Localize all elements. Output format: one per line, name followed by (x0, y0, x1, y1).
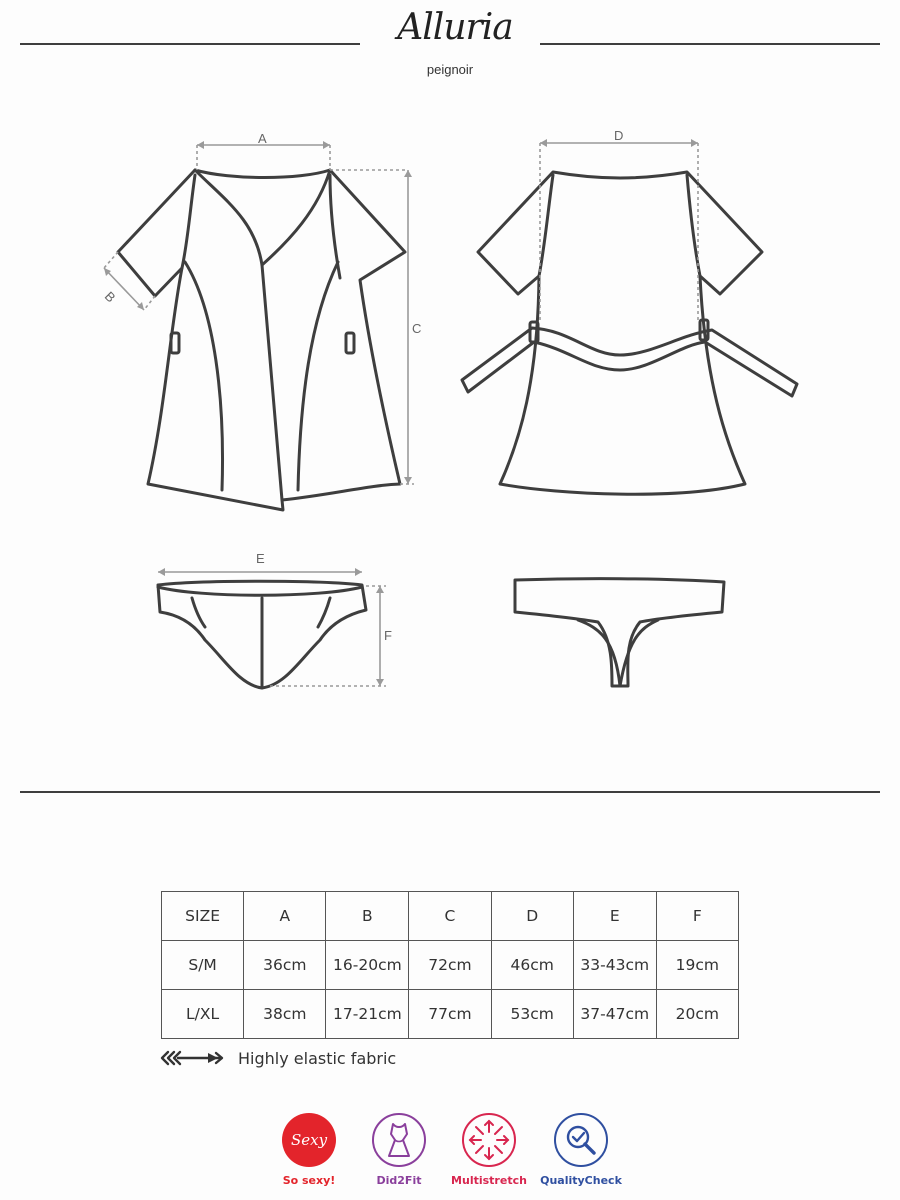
thong-front-right-seam (318, 598, 330, 627)
badge-qualitycheck (536, 1112, 626, 1187)
robe-front-left-loop (171, 333, 179, 353)
thong-front-waistband (158, 587, 362, 595)
thong-back-strap-left (578, 620, 620, 686)
robe-front-right-panel (298, 262, 338, 490)
badge-did2fit (354, 1112, 444, 1187)
table-cell: S/M (162, 941, 244, 990)
dim-label-f: F (384, 628, 392, 643)
badge-label: Did2Fit (376, 1174, 422, 1187)
thong-front-left-seam (192, 598, 205, 627)
badge-label: So sexy! (282, 1174, 336, 1187)
size-table-header: E (573, 892, 656, 941)
badge-multistretch (444, 1112, 534, 1187)
size-table-header-row (162, 892, 739, 941)
magnifier-check-icon (553, 1112, 609, 1168)
table-cell: 17-21cm (326, 990, 409, 1039)
robe-back-right-armhole (687, 175, 700, 276)
thong-back-strap-right (620, 620, 658, 686)
dim-label-c: C (412, 321, 422, 336)
product-subtitle: peignoir (426, 62, 474, 77)
dim-label-e: E (256, 551, 265, 566)
size-table-header: C (409, 892, 491, 941)
table-cell: 37-47cm (573, 990, 656, 1039)
robe-front-outline (118, 170, 405, 510)
table-row (162, 941, 739, 990)
table-cell: 19cm (656, 941, 738, 990)
size-table (161, 891, 739, 1039)
robe-front-left-panel (185, 262, 223, 490)
table-cell: 53cm (491, 990, 573, 1039)
robe-back-belt (462, 328, 797, 396)
table-cell: 46cm (491, 941, 573, 990)
thong-back-outline (515, 579, 724, 686)
table-cell: L/XL (162, 990, 244, 1039)
stretch-arrows-icon (461, 1112, 517, 1168)
table-cell: 20cm (656, 990, 738, 1039)
table-cell: 38cm (244, 990, 326, 1039)
robe-back-left-armhole (539, 175, 553, 276)
legend-text: Highly elastic fabric (238, 1048, 397, 1068)
size-table-header: F (656, 892, 738, 941)
dress-icon (371, 1112, 427, 1168)
table-cell: 33-43cm (573, 941, 656, 990)
sexy-circle-icon (281, 1112, 337, 1168)
robe-back-left-loop (530, 322, 538, 342)
dim-label-b: B (101, 288, 119, 306)
robe-front-left-armhole (182, 175, 195, 268)
robe-front-right-loop (346, 333, 354, 353)
size-table-header: A (244, 892, 326, 941)
table-cell: 77cm (409, 990, 491, 1039)
table-cell: 36cm (244, 941, 326, 990)
size-table-header: D (491, 892, 573, 941)
fabric-legend (160, 1046, 396, 1070)
dim-label-d: D (614, 128, 624, 143)
table-cell: 16-20cm (326, 941, 409, 990)
size-table-header: SIZE (162, 892, 244, 941)
size-table-header: B (326, 892, 409, 941)
table-cell: 72cm (409, 941, 491, 990)
double-arrow-icon (160, 1050, 226, 1066)
badge-so-sexy (264, 1112, 354, 1187)
badge-label: QualityCheck (540, 1174, 622, 1187)
robe-front-right-lapel (262, 170, 330, 265)
robe-front-left-lapel (195, 170, 282, 500)
table-row (162, 990, 739, 1039)
sexy-circle-text: Sexy (290, 1131, 328, 1149)
brand-logo: Alluria (397, 7, 513, 48)
badge-label: Multistretch (451, 1174, 527, 1187)
section-divider (20, 791, 880, 793)
dim-label-a: A (258, 131, 267, 146)
